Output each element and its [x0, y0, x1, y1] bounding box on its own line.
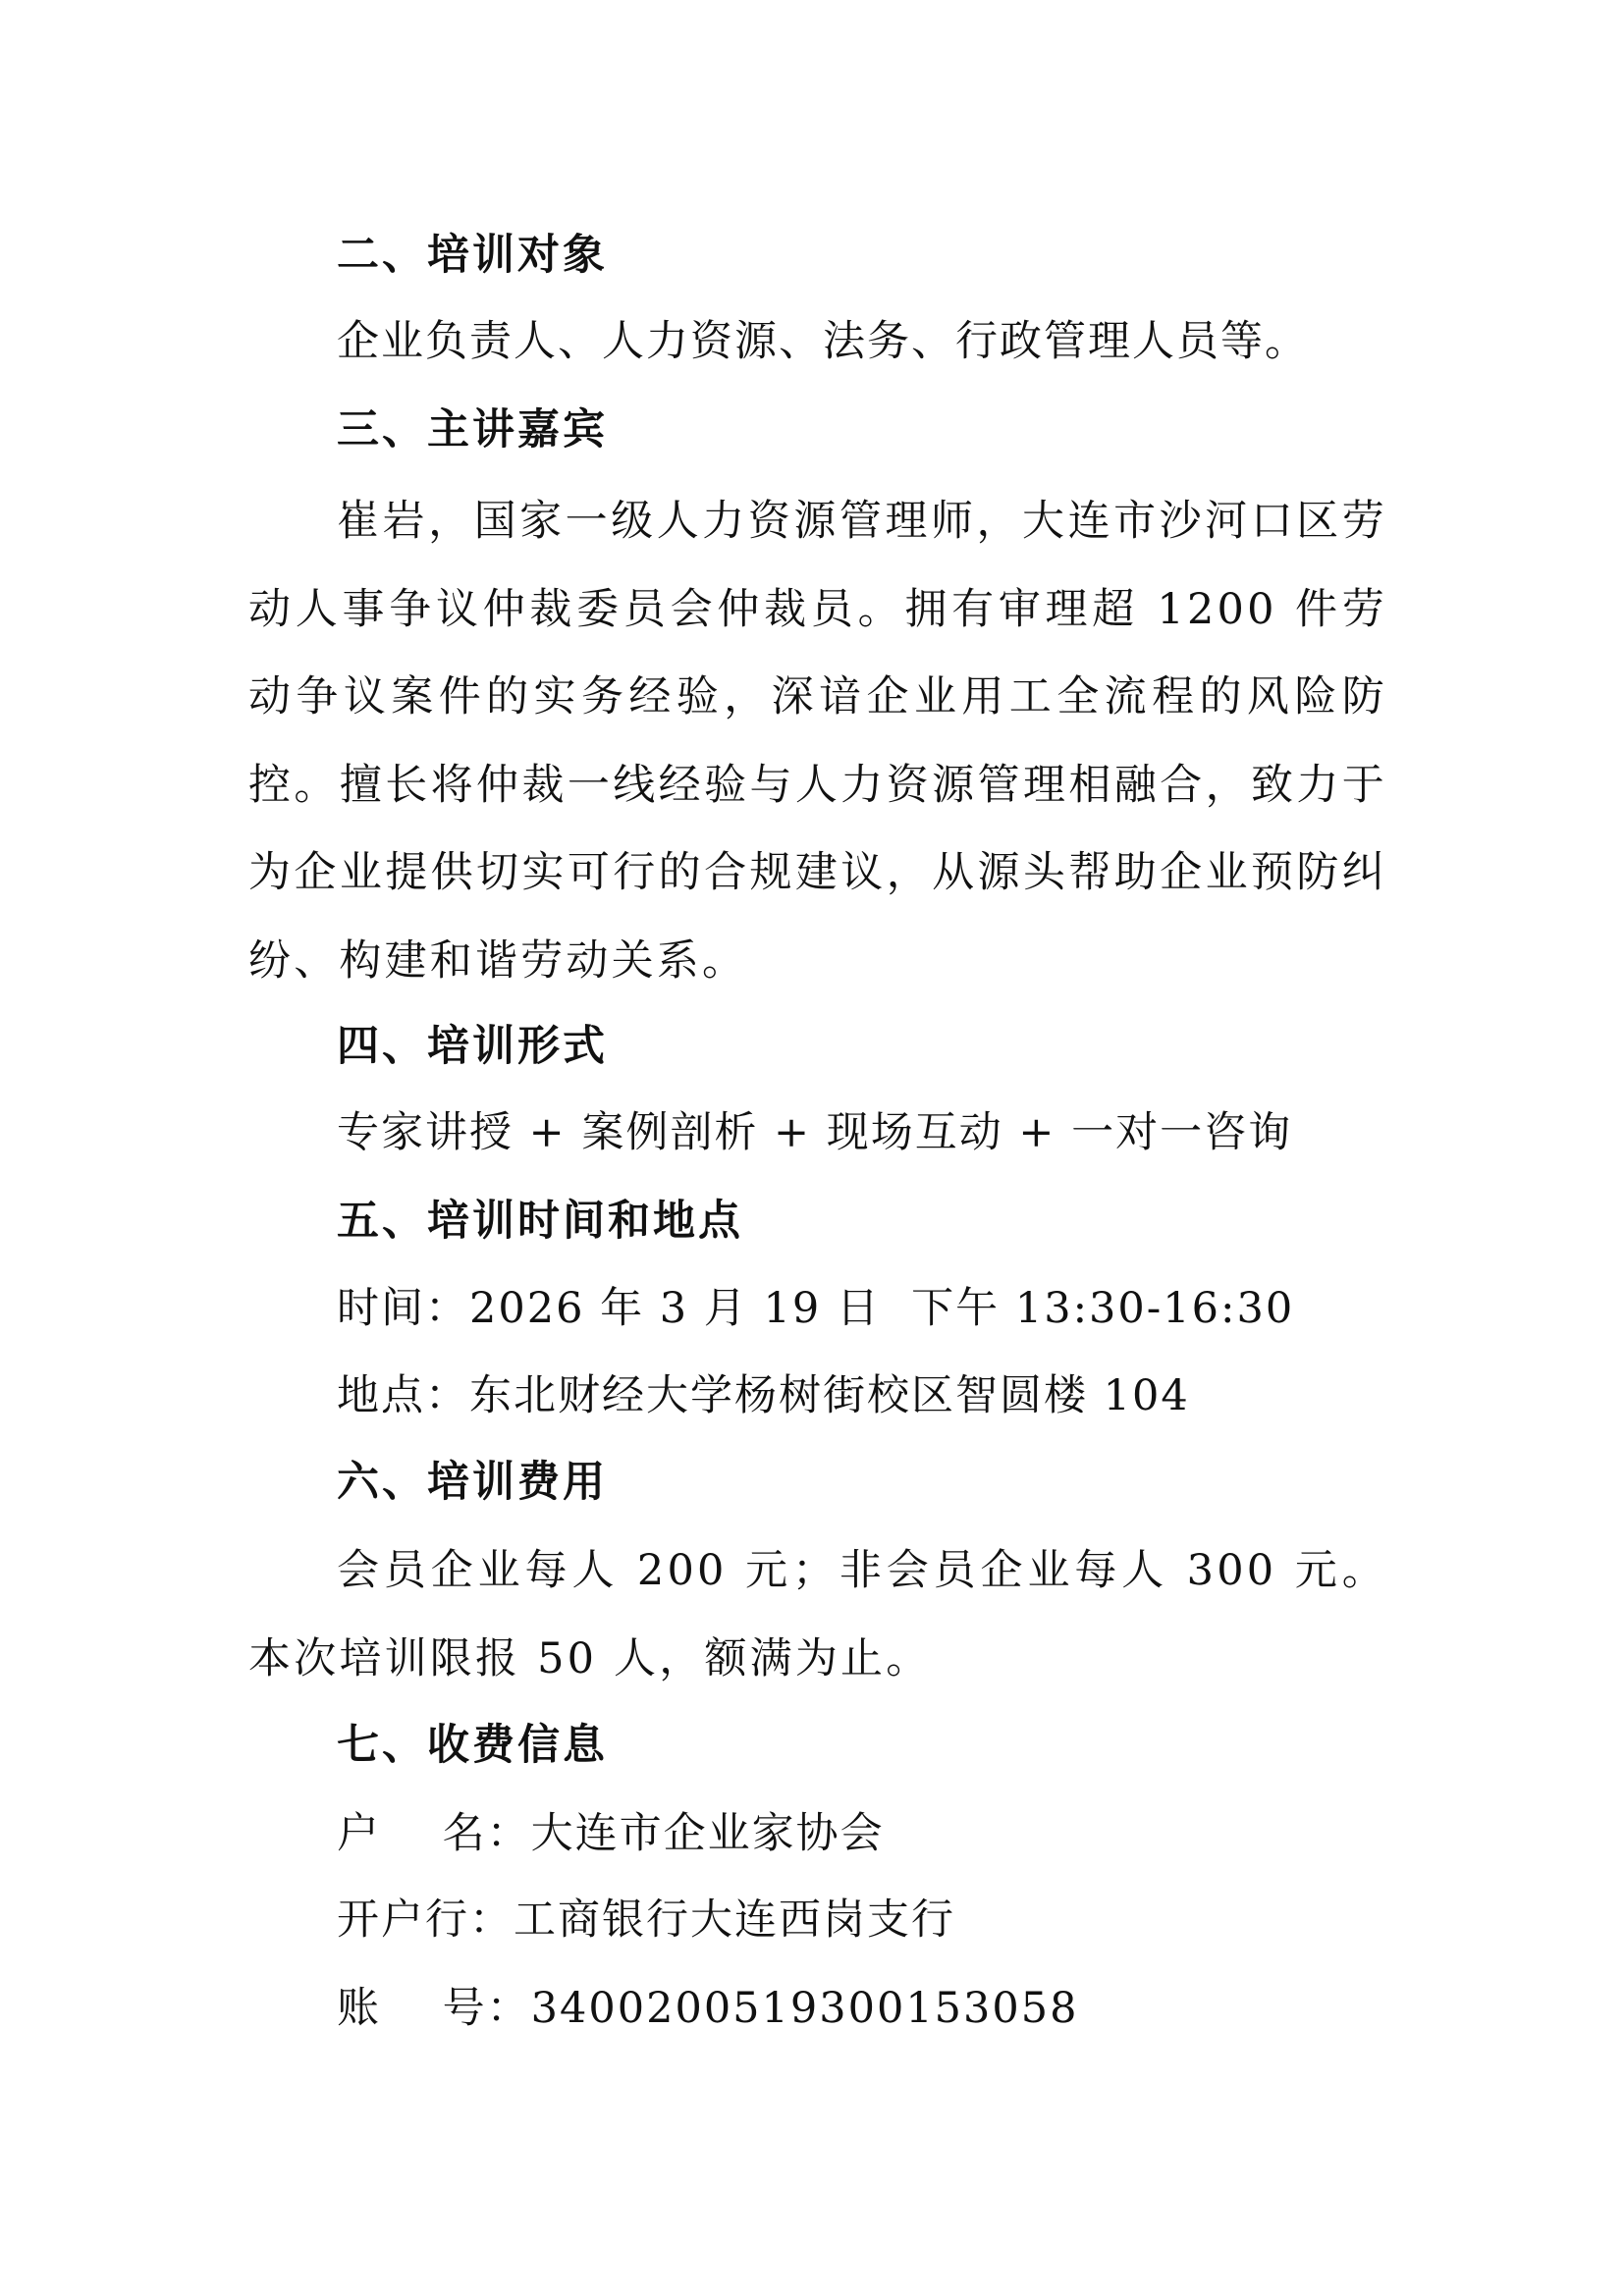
- section-heading-time-location: 五、培训时间和地点: [337, 1197, 743, 1246]
- section-heading-speaker: 三、主讲嘉宾: [337, 405, 608, 454]
- audience-text: 企业负责人、人力资源、法务、行政管理人员等。: [337, 317, 1309, 366]
- section-heading-audience: 二、培训对象: [337, 231, 608, 280]
- bank-name: 开户行：工商银行大连西岗支行: [337, 1896, 955, 1945]
- format-text: 专家讲授 + 案例剖析 + 现场互动 + 一对一咨询: [337, 1108, 1293, 1157]
- fees-text: 会员企业每人 200 元；非会员企业每人 300 元。本次培训限报 50 人，额满为止。: [248, 1546, 1387, 1683]
- section-heading-format: 四、培训形式: [337, 1022, 608, 1071]
- speaker-bio: 崔岩，国家一级人力资源管理师，大连市沙河口区劳动人事争议仲裁委员会仲裁员。拥有审理超 1200 件劳动争议案件的实务经验，深谙企业用工全流程的风险防控。擅长将仲裁一线经验与人力资源管理相融合，致力于为企业提供切实可行的合规建议，从源头帮助企业预防纠纷、构建和谐劳动关系。: [248, 497, 1387, 986]
- training-location: 地点：东北财经大学杨树街校区智圆楼 104: [337, 1371, 1190, 1420]
- training-time: 时间：2026 年 3 月 19 日 下午 13:30-16:30: [337, 1284, 1295, 1333]
- account-name: 户 名：大连市企业家协会: [337, 1809, 885, 1858]
- section-heading-fees: 六、培训费用: [337, 1458, 608, 1507]
- account-number: 账 号：3400200519300153058: [337, 1984, 1079, 2033]
- section-heading-payment-info: 七、收费信息: [337, 1721, 608, 1770]
